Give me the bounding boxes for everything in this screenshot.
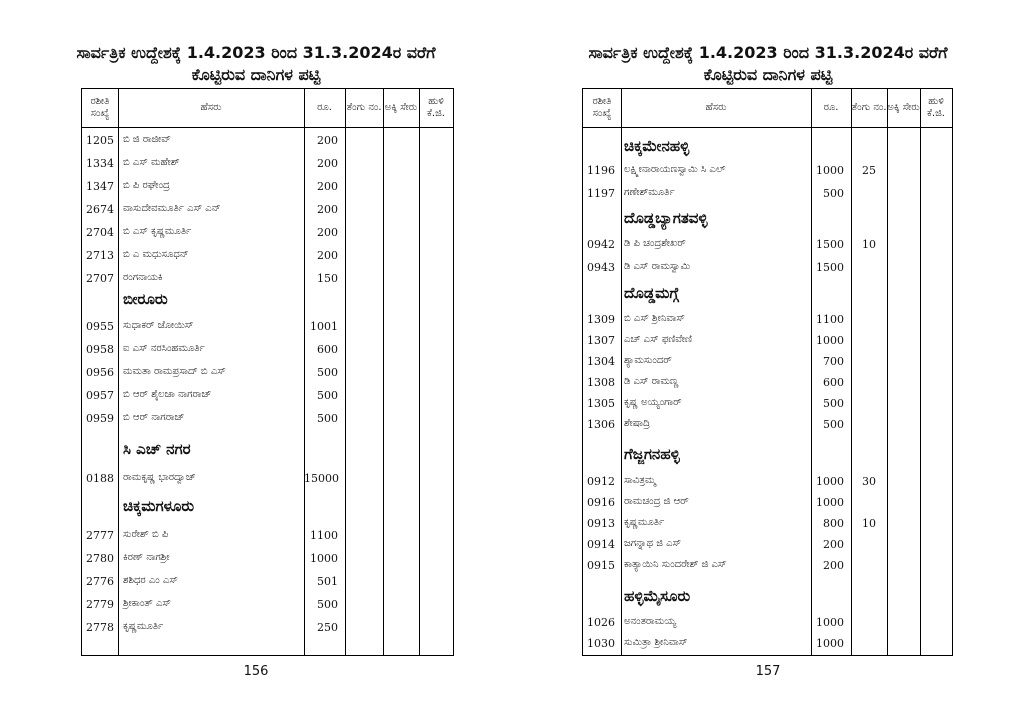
donation-amount: 501: [317, 575, 338, 588]
table-row: [82, 469, 453, 489]
table-row: [82, 618, 453, 638]
title-line-2: ಕೊಟ್ಟಿರುವ ದಾನಿಗಳ ಪಟ್ಟಿ: [191, 65, 321, 84]
receipt-number: 2778: [86, 621, 114, 634]
section-heading: ದೊಡ್ಡಮಗ್ಗೆ: [624, 284, 679, 302]
coconut-count: 10: [862, 517, 876, 530]
donor-name: ಬಿ ಆರ್ ನಾಗರಾಜ್: [123, 412, 185, 423]
donor-name: ಮಮತಾ ರಾಮಪ್ರಸಾದ್ ಬಿ ಎಸ್: [123, 366, 226, 377]
donor-name: ಶಶಿಧರ ಎಂ ಎಸ್: [123, 575, 178, 586]
table-row: [583, 331, 952, 351]
right-page: [512, 0, 1024, 724]
table-row: [82, 526, 453, 546]
donation-amount: 1000: [816, 334, 844, 347]
donor-name: ಶ್ರೀಕಾಂತ್ ಎಸ್: [123, 598, 171, 609]
header-tamarind: ಹುಳಿ ಕೆ.ಜಿ.: [927, 96, 945, 119]
donation-amount: 600: [823, 376, 844, 389]
donor-name: ಕೃಷ್ಣಮೂರ್ತಿ: [123, 621, 164, 632]
donation-amount: 500: [317, 366, 338, 379]
table-row: [583, 415, 952, 435]
coconut-count: 30: [862, 475, 876, 488]
receipt-number: 0959: [86, 412, 114, 425]
receipt-number: 1196: [587, 164, 615, 177]
receipt-number: 0958: [86, 343, 114, 356]
receipt-number: 0956: [86, 366, 114, 379]
table-row: [82, 317, 453, 337]
donor-name: ಲಕ್ಷ್ಮೀನಾರಾಯಣಸ್ವಾಮಿ ಸಿ ಎಲ್: [624, 164, 726, 175]
table-row: [82, 363, 453, 383]
donation-amount: 250: [317, 621, 338, 634]
table-row: [82, 595, 453, 615]
table-row: [583, 310, 952, 330]
receipt-number: 1304: [587, 355, 615, 368]
table-row: [82, 223, 453, 243]
table-row: [583, 493, 952, 513]
donation-amount: 200: [317, 157, 338, 170]
table-row: [583, 634, 952, 654]
donor-name: ಅನಂತರಾಮಯ್ಯ: [624, 616, 677, 627]
donation-amount: 200: [317, 134, 338, 147]
donor-name: ಶೇಷಾದ್ರಿ: [624, 418, 650, 429]
receipt-number: 0188: [86, 472, 114, 485]
receipt-number: 0942: [587, 238, 615, 251]
donation-amount: 200: [317, 180, 338, 193]
receipt-number: 0916: [587, 496, 615, 509]
donation-amount: 500: [823, 397, 844, 410]
header-rice: ಅಕ್ಕಿ ಸೇರು: [887, 102, 920, 113]
table-row: [583, 514, 952, 534]
donation-amount: 200: [317, 203, 338, 216]
donor-table: [582, 88, 953, 656]
table-row: [583, 556, 952, 576]
header-name: ಹೆಸರು: [200, 102, 222, 113]
table-row: [82, 177, 453, 197]
receipt-number: 0915: [587, 559, 615, 572]
table-row: [583, 373, 952, 393]
table-row: [583, 394, 952, 414]
header-coconut: ತೆಂಗು ನಂ.: [851, 102, 887, 113]
donor-name: ರಾಮಚಂದ್ರ ಜಿ ಆರ್: [624, 496, 689, 507]
receipt-number: 1026: [587, 616, 615, 629]
donor-name: ಸಾವಿತ್ರಮ್ಮ: [624, 475, 656, 486]
receipt-number: 1334: [86, 157, 114, 170]
page-title: [512, 42, 1024, 86]
donation-amount: 1500: [816, 261, 844, 274]
receipt-number: 1308: [587, 376, 615, 389]
donation-amount: 1000: [816, 637, 844, 650]
header-rice: ಅಕ್ಕಿ ಸೇರು: [384, 102, 418, 113]
header-receipt-no: ರಶೀತಿ ಸಂಖ್ಯೆ: [90, 96, 110, 119]
table-row: [583, 352, 952, 372]
donation-amount: 150: [317, 272, 338, 285]
table-row: [583, 535, 952, 555]
receipt-number: 0955: [86, 320, 114, 333]
donor-name: ಬಿ ಎಸ್ ಮಹೇಶ್: [123, 157, 180, 168]
donation-amount: 600: [317, 343, 338, 356]
coconut-count: 10: [862, 238, 876, 251]
receipt-number: 2779: [86, 598, 114, 611]
donor-name: ಬಿ ಎಸ್ ಶ್ರೀನಿವಾಸ್: [624, 313, 685, 324]
receipt-number: 2707: [86, 272, 114, 285]
table-row: [583, 472, 952, 492]
header-amount: ರೂ.: [317, 102, 332, 113]
donation-amount: 1000: [816, 164, 844, 177]
donor-name: ಬಿ ಪಿ ರಘೇಂದ್ರ: [123, 180, 170, 191]
donor-name: ಬಿ ಎಸ್ ಕೃಷ್ಣಮೂರ್ತಿ: [123, 226, 192, 237]
donation-amount: 15000: [304, 472, 339, 485]
donation-amount: 500: [823, 418, 844, 431]
table-row: [82, 549, 453, 569]
receipt-number: 2704: [86, 226, 114, 239]
section-heading: ದೊಡ್ಡಬ್ಯಾಗತವಳ್ಳಿ: [624, 209, 708, 227]
table-row: [82, 200, 453, 220]
table-row: [82, 154, 453, 174]
donation-amount: 1000: [816, 475, 844, 488]
donor-name: ಎಚ್ ಎಸ್ ಫಣಿವೇಣಿ: [624, 334, 693, 345]
donation-amount: 1001: [310, 320, 338, 333]
header-coconut: ತೆಂಗು ನಂ.: [346, 102, 382, 113]
donor-name: ಜಗನ್ನಾಥ ಜಿ ಎಸ್: [624, 538, 682, 549]
header-name: ಹೆಸರು: [705, 102, 727, 113]
receipt-number: 1205: [86, 134, 114, 147]
table-row: [583, 258, 952, 278]
donor-name: ಗಣೇಶ್‌ಮೂರ್ತಿ: [624, 187, 675, 198]
donation-amount: 500: [823, 187, 844, 200]
donor-name: ಕಿರಣ್ ನಾಗಶ್ರೀ: [123, 552, 170, 563]
section-heading: ಹಳ್ಳಿಮೈಸೂರು: [624, 587, 691, 605]
coconut-count: 25: [862, 164, 876, 177]
donor-name: ಐ ಎಸ್ ನರಸಿಂಹಮೂರ್ತಿ: [123, 343, 205, 354]
donor-name: ಸುಮಿತ್ರಾ ಶ್ರೀನಿವಾಸ್: [624, 637, 688, 648]
table-row: [583, 613, 952, 633]
receipt-number: 0912: [587, 475, 615, 488]
donation-amount: 800: [823, 517, 844, 530]
receipt-number: 2713: [86, 249, 114, 262]
donation-amount: 200: [317, 226, 338, 239]
donation-amount: 500: [317, 389, 338, 402]
receipt-number: 1030: [587, 637, 615, 650]
section-heading: ಬೀರೂರು: [123, 290, 168, 308]
page-title: [0, 42, 512, 86]
receipt-number: 1306: [587, 418, 615, 431]
section-heading: ಚಿಕ್ಕಮಗಳೂರು: [123, 497, 195, 515]
donation-amount: 1000: [816, 616, 844, 629]
donation-amount: 500: [317, 598, 338, 611]
table-row: [82, 340, 453, 360]
donation-amount: 200: [317, 249, 338, 262]
donor-name: ಡಿ ಪಿ ಚಂದ್ರಶೇಖರ್: [624, 238, 686, 249]
donor-name: ಬಿ ಜಿ ರಾಜೀವ್: [123, 134, 171, 145]
receipt-number: 2776: [86, 575, 114, 588]
receipt-number: 1307: [587, 334, 615, 347]
donation-amount: 500: [317, 412, 338, 425]
table-row: [82, 572, 453, 592]
receipt-number: 1309: [587, 313, 615, 326]
header-divider: [82, 127, 453, 128]
donor-name: ಕಾತ್ಯಾಯಿನಿ ಸುಂದರೇಶ್ ಜಿ ಎಸ್: [624, 559, 727, 570]
header-receipt-no: ರಶೀತಿ ಸಂಖ್ಯೆ: [592, 96, 612, 119]
receipt-number: 2780: [86, 552, 114, 565]
receipt-number: 1347: [86, 180, 114, 193]
receipt-number: 2674: [86, 203, 114, 216]
donor-name: ಡಿ ಎಸ್ ರಾಮಸ್ವಾಮಿ: [624, 261, 691, 272]
page-number: 156: [243, 664, 269, 679]
donor-name: ಬಿ ಆರ್ ಶೈಲಜಾ ನಾಗರಾಜ್: [123, 389, 212, 400]
donation-amount: 1100: [816, 313, 844, 326]
donation-amount: 200: [823, 538, 844, 551]
page-number: 157: [755, 664, 781, 679]
receipt-number: 2777: [86, 529, 114, 542]
donation-amount: 700: [823, 355, 844, 368]
table-row: [82, 409, 453, 429]
donor-name: ಬಿ ಎ ಮಧುಸೂಧನ್: [123, 249, 189, 260]
donor-name: ಸುರೇಶ್ ಬಿ ಪಿ: [123, 529, 169, 540]
receipt-number: 1197: [587, 187, 615, 200]
receipt-number: 0913: [587, 517, 615, 530]
donor-name: ವಾಸುದೇವಮೂರ್ತಿ ಎಸ್ ಎನ್: [123, 203, 221, 214]
header-amount: ರೂ.: [823, 102, 839, 113]
donor-name: ಕೃಷ್ಣಮೂರ್ತಿ: [624, 517, 665, 528]
donation-amount: 200: [823, 559, 844, 572]
donor-table: [81, 88, 454, 656]
header-divider: [583, 127, 952, 128]
title-line-1: ಸಾರ್ವತ್ರಿಕ ಉದ್ದೇಶಕ್ಕೆ 1.4.2023 ರಿಂದ 31.3.2024ರ ವರೆಗೆ: [76, 43, 436, 62]
receipt-number: 0943: [587, 261, 615, 274]
table-row: [82, 131, 453, 151]
receipt-number: 0914: [587, 538, 615, 551]
donation-amount: 1100: [310, 529, 338, 542]
title-line-1: ಸಾರ್ವತ್ರಿಕ ಉದ್ದೇಶಕ್ಕೆ 1.4.2023 ರಿಂದ 31.3.2024ರ ವರೆಗೆ: [588, 43, 948, 62]
receipt-number: 1305: [587, 397, 615, 410]
donor-name: ಕೃಷ್ಣ ಅಯ್ಯಂಗಾರ್: [624, 397, 682, 408]
donor-name: ರಾಮಕೃಷ್ಣ ಭಾರದ್ವಾಜ್: [123, 472, 196, 483]
receipt-number: 0957: [86, 389, 114, 402]
table-row: [583, 161, 952, 181]
table-row: [583, 184, 952, 204]
table-row: [82, 386, 453, 406]
donor-name: ಸುಧಾಕರ್ ಜೋಯಿಸ್: [123, 320, 194, 331]
title-line-2: ಕೊಟ್ಟಿರುವ ದಾನಿಗಳ ಪಟ್ಟಿ: [703, 65, 833, 84]
donation-amount: 1000: [310, 552, 338, 565]
header-tamarind: ಹುಳಿ ಕೆ.ಜಿ.: [427, 96, 445, 119]
donor-name: ಶ್ಯಾಮಸುಂದರ್: [624, 355, 672, 366]
section-heading: ಗೆಜ್ಜಗನಹಳ್ಳಿ: [624, 445, 680, 463]
table-row: [82, 269, 453, 289]
donor-name: ಡಿ ಎಸ್ ರಾಮಣ್ಣ: [624, 376, 679, 387]
donor-name: ರಂಗನಾಯಕಿ: [123, 272, 163, 283]
donation-amount: 1500: [816, 238, 844, 251]
donation-amount: 1000: [816, 496, 844, 509]
section-heading: ಚಿಕ್ಕಮೇನಹಳ್ಳಿ: [624, 137, 690, 155]
section-heading: ಸಿ ಎಚ್ ನಗರ: [123, 440, 191, 458]
table-row: [82, 246, 453, 266]
table-row: [583, 235, 952, 255]
